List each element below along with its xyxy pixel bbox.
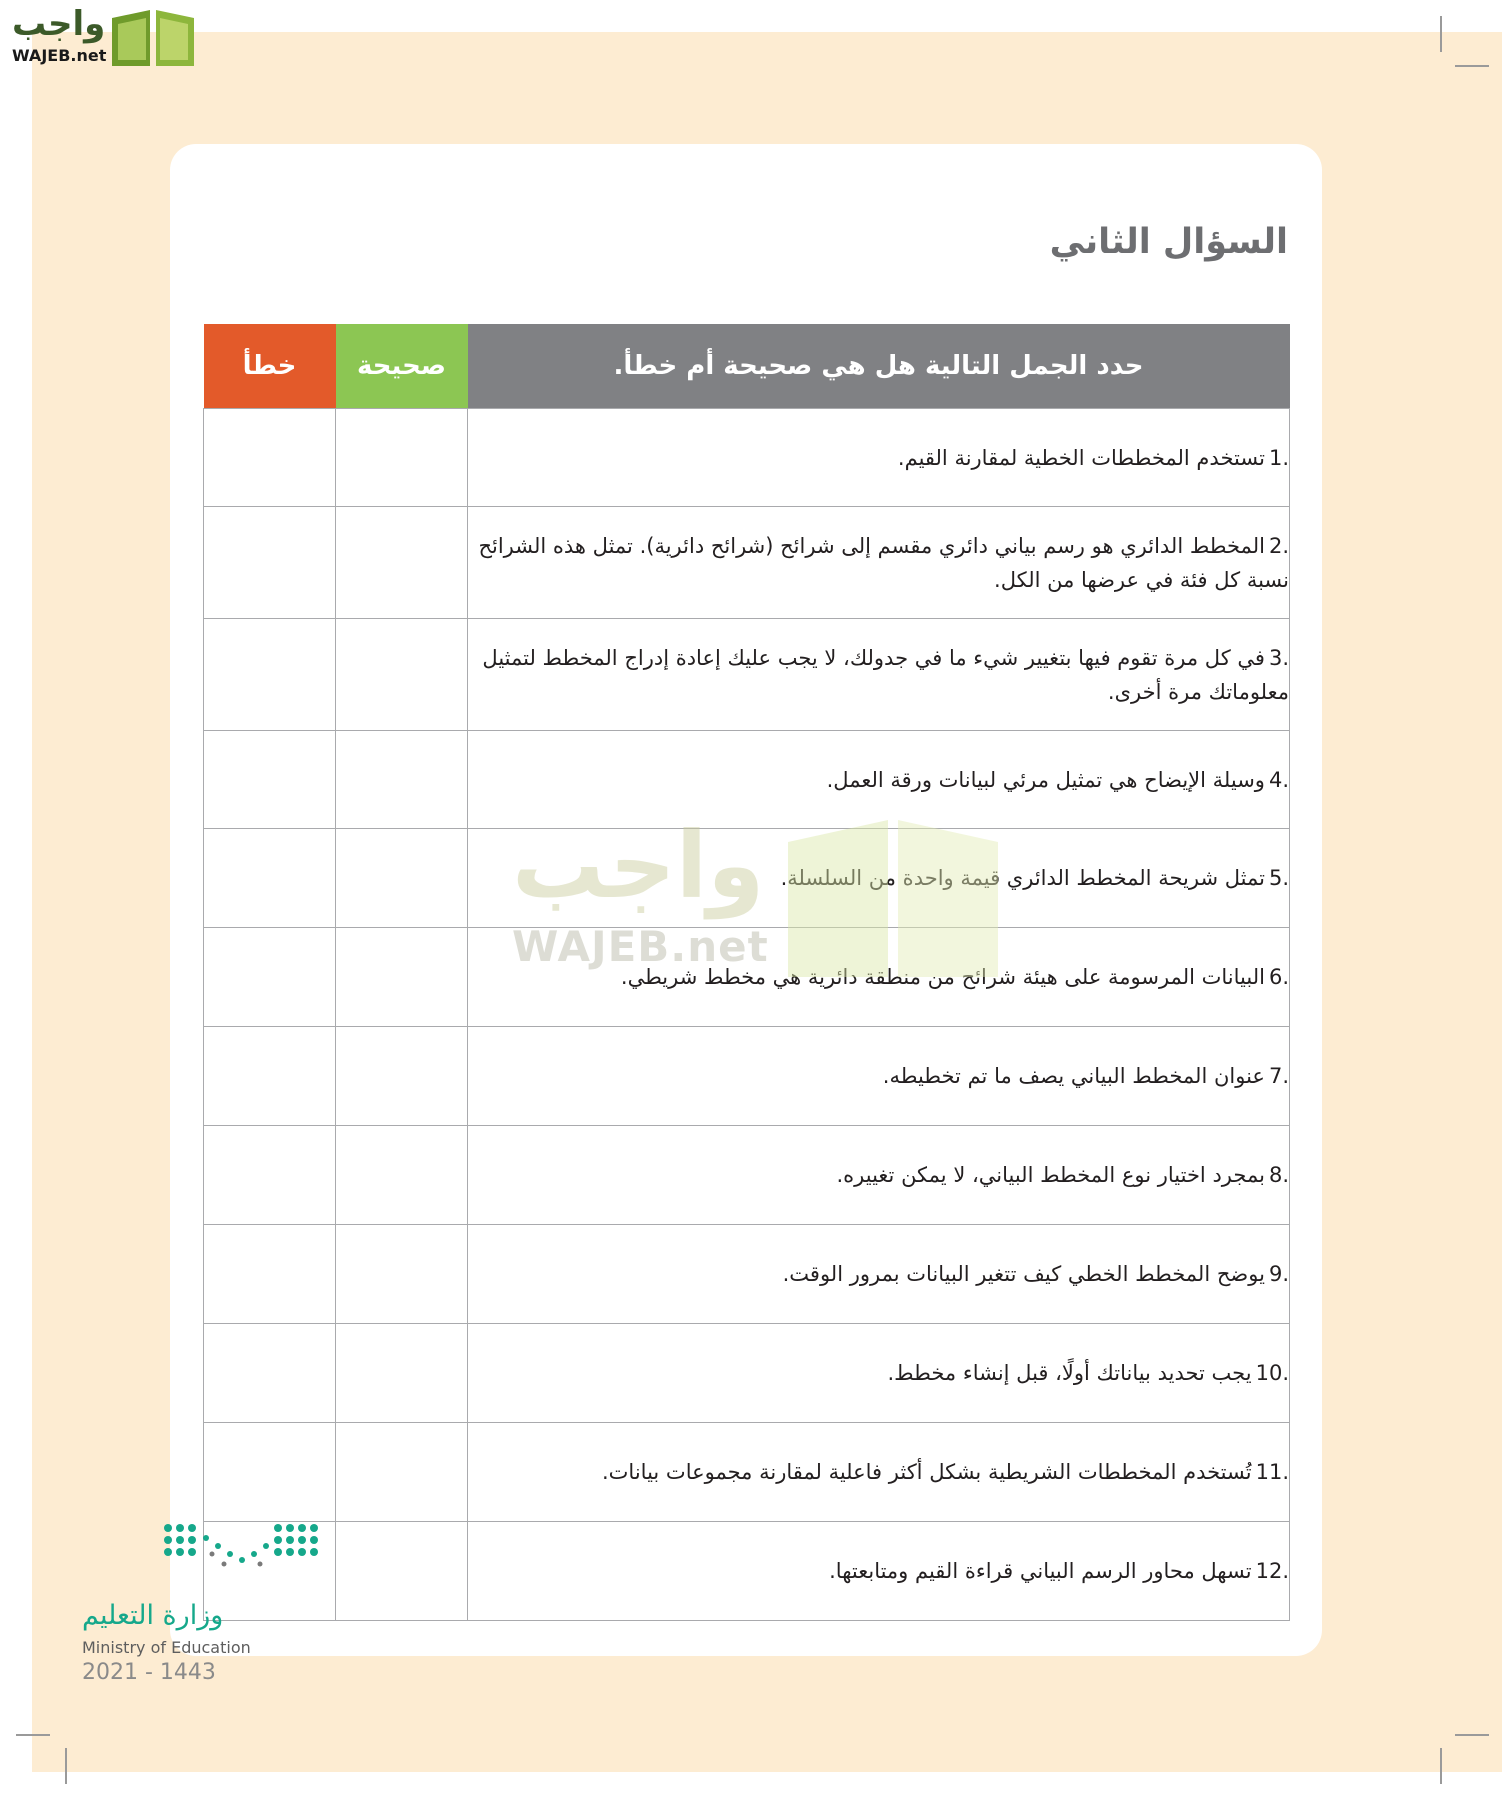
false-answer-cell[interactable] (204, 731, 336, 829)
statement-text: تمثل شريحة المخطط الدائري قيمة واحدة من السلسلة. (780, 866, 1265, 890)
false-answer-cell[interactable] (204, 1126, 336, 1225)
true-answer-cell[interactable] (336, 1423, 468, 1522)
ministry-arabic-name: وزارة التعليم (82, 1600, 224, 1631)
statement-cell (468, 409, 1290, 507)
statement-cell (468, 1126, 1290, 1225)
statement-text: البيانات المرسومة على هيئة شرائح من منطقة دائرية هي مخطط شريطي. (620, 965, 1265, 989)
false-answer-cell[interactable] (204, 928, 336, 1027)
crop-mark (1455, 65, 1489, 67)
ministry-year: 2021 - 1443 (82, 1660, 216, 1685)
statement-text: يجب تحديد بياناتك أولًا، قبل إنشاء مخطط. (887, 1361, 1252, 1385)
false-answer-cell[interactable] (204, 1324, 336, 1423)
ministry-of-education-logo (78, 1520, 318, 1685)
crop-mark (1440, 16, 1442, 52)
false-answer-cell[interactable] (204, 409, 336, 507)
false-answer-cell[interactable] (204, 507, 336, 619)
crop-mark (1455, 1734, 1489, 1736)
watermark-arabic-text: واجب (512, 812, 765, 919)
table-row (204, 1225, 1290, 1324)
table-header-row (204, 324, 1290, 409)
table-row (204, 507, 1290, 619)
table-row (204, 829, 1290, 928)
statement-text: تستخدم المخططات الخطية لمقارنة القيم. (897, 445, 1265, 470)
crop-mark (16, 1734, 50, 1736)
ministry-dots-icon (162, 1520, 332, 1580)
statement-text: تسهل محاور الرسم البياني قراءة القيم ومتابعتها. (829, 1559, 1252, 1583)
true-answer-cell[interactable] (336, 1324, 468, 1423)
statement-number: .5 (1268, 866, 1289, 890)
statement-number: .8 (1268, 1163, 1289, 1187)
statement-number: .2 (1268, 533, 1289, 558)
true-answer-cell[interactable] (336, 731, 468, 829)
book-icon (108, 6, 198, 70)
page-title: السؤال الثاني (1049, 222, 1288, 262)
true-answer-cell[interactable] (336, 1027, 468, 1126)
true-answer-cell[interactable] (336, 928, 468, 1027)
logo-arabic-text: واجب (12, 4, 106, 44)
statement-number: .12 (1255, 1559, 1289, 1583)
statement-number: .6 (1268, 965, 1289, 989)
table-row (204, 1027, 1290, 1126)
header-true: صحيحة (336, 324, 468, 409)
statement-number: .4 (1268, 767, 1289, 792)
true-answer-cell[interactable] (336, 1126, 468, 1225)
false-answer-cell[interactable] (204, 1225, 336, 1324)
wajeb-logo (10, 6, 195, 70)
table-row (204, 1423, 1290, 1522)
table-row (204, 1522, 1290, 1621)
statement-cell (468, 1027, 1290, 1126)
table-row (204, 409, 1290, 507)
statement-text: عنوان المخطط البياني يصف ما تم تخطيطه. (882, 1064, 1265, 1088)
statement-cell (468, 829, 1290, 928)
statement-text: في كل مرة تقوم فيها بتغيير شيء ما في جدولك، لا يجب عليك إعادة إدراج المخطط لتمثيل معلوماتك مرة أخرى. (482, 645, 1289, 704)
table-row (204, 1126, 1290, 1225)
statement-cell (468, 1423, 1290, 1522)
watermark-latin-text: WAJEB.net (512, 922, 769, 971)
table-row (204, 1324, 1290, 1423)
false-answer-cell[interactable] (204, 619, 336, 731)
statement-text: المخطط الدائري هو رسم بياني دائري مقسم إلى شرائح (شرائح دائرية). تمثل هذه الشرائح نسبة كل فئة في عرضها من الكل. (478, 533, 1289, 592)
statement-cell (468, 619, 1290, 731)
false-answer-cell[interactable] (204, 829, 336, 928)
statement-cell (468, 731, 1290, 829)
statement-number: .10 (1255, 1361, 1289, 1385)
statement-text: وسيلة الإيضاح هي تمثيل مرئي لبيانات ورقة العمل. (826, 767, 1265, 792)
true-answer-cell[interactable] (336, 619, 468, 731)
true-answer-cell[interactable] (336, 1225, 468, 1324)
statement-cell (468, 928, 1290, 1027)
logo-latin-text: WAJEB.net (12, 46, 107, 65)
false-answer-cell[interactable] (204, 1423, 336, 1522)
statement-cell (468, 1522, 1290, 1621)
statement-number: .1 (1268, 445, 1289, 470)
statement-text: تُستخدم المخططات الشريطية بشكل أكثر فاعلية لمقارنة مجموعات بيانات. (601, 1460, 1252, 1484)
true-answer-cell[interactable] (336, 829, 468, 928)
statement-number: .9 (1268, 1262, 1289, 1286)
header-false: خطأ (204, 324, 336, 409)
ministry-english-name: Ministry of Education (82, 1638, 251, 1657)
table-row (204, 928, 1290, 1027)
table-row (204, 731, 1290, 829)
statement-number: .11 (1255, 1460, 1289, 1484)
statement-text: بمجرد اختيار نوع المخطط البياني، لا يمكن تغييره. (836, 1163, 1265, 1187)
crop-mark (1440, 1748, 1442, 1784)
statement-cell (468, 507, 1290, 619)
statement-number: .3 (1268, 645, 1289, 670)
true-false-table (203, 324, 1290, 1621)
table-row (204, 619, 1290, 731)
true-answer-cell[interactable] (336, 507, 468, 619)
header-statement: حدد الجمل التالية هل هي صحيحة أم خطأ. (468, 324, 1290, 409)
crop-mark (65, 1748, 67, 1784)
statement-number: .7 (1268, 1064, 1289, 1088)
statement-cell (468, 1225, 1290, 1324)
statement-cell (468, 1324, 1290, 1423)
true-answer-cell[interactable] (336, 409, 468, 507)
true-answer-cell[interactable] (336, 1522, 468, 1621)
false-answer-cell[interactable] (204, 1027, 336, 1126)
statement-text: يوضح المخطط الخطي كيف تتغير البيانات بمرور الوقت. (782, 1262, 1265, 1286)
